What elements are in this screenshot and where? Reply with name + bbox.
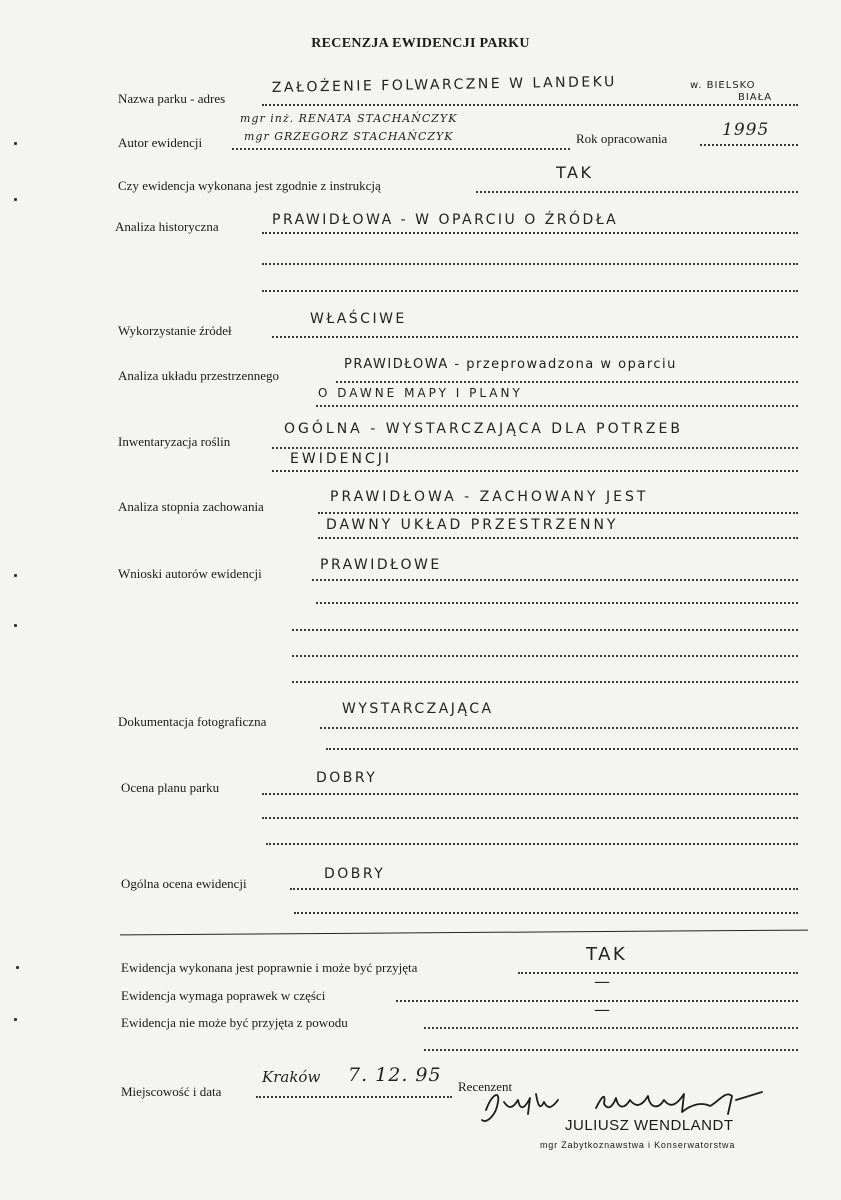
plan-value: DOBRY [316, 770, 378, 786]
reviewer-stamp-name: JULIUSZ WENDLANDT [565, 1117, 734, 1134]
plants-value-line2: EWIDENCJI [290, 451, 392, 467]
photos-value: WYSTARCZAJĄCA [342, 701, 494, 717]
page-title: RECENZJA EWIDENCJI PARKU [311, 36, 530, 51]
margin-speck [14, 142, 17, 145]
conclusions-line-4 [292, 655, 798, 657]
needs-fix-label: Ewidencja wymaga poprawek w części [121, 988, 326, 1003]
spatial-value-line1: PRAWIDŁOWA - przeprowadzona w oparciu [344, 357, 677, 372]
rejected-value: — [594, 1000, 613, 1019]
date-value: 7. 12. 95 [348, 1064, 442, 1086]
conclusions-label: Wnioski autorów ewidencji [118, 566, 262, 581]
author-line [232, 148, 570, 150]
needs-fix-value: — [594, 972, 613, 991]
margin-speck [14, 1018, 17, 1021]
photos-label: Dokumentacja fotograficzna [118, 714, 267, 729]
rejected-line-2 [424, 1049, 798, 1051]
accepted-line [518, 972, 798, 974]
place-date-line [256, 1096, 452, 1098]
section-divider [120, 930, 808, 936]
conclusions-line-3 [292, 629, 798, 631]
conclusions-line-2 [316, 602, 798, 604]
park-region-note: w. BIELSKO [690, 80, 756, 91]
spatial-value-line2: O DAWNE MAPY I PLANY [318, 386, 523, 400]
place-value: Kraków [262, 1068, 321, 1086]
plan-line-1 [262, 793, 798, 795]
plants-label: Inwentaryzacja roślin [118, 434, 231, 449]
reviewer-stamp-title: mgr Zabytkoznawstwa i Konserwatorstwa [540, 1140, 736, 1150]
overall-line-2 [294, 912, 798, 914]
plan-line-3 [266, 843, 798, 845]
margin-speck [14, 574, 17, 577]
instruction-line [476, 191, 798, 193]
accepted-label: Ewidencja wykonana jest poprawnie i może być przyjęta [121, 960, 418, 975]
historical-line-2 [262, 263, 798, 265]
conclusions-line-1 [312, 579, 798, 581]
year-value: 1995 [722, 120, 770, 140]
spatial-line-1 [336, 381, 798, 383]
author-value-line1: mgr inż. RENATA STACHAŃCZYK [240, 112, 458, 125]
overall-line-1 [290, 888, 798, 890]
spatial-label: Analiza układu przestrzennego [118, 368, 279, 383]
park-region-note-2: BIAŁA [738, 92, 773, 103]
rejected-line [424, 1027, 798, 1029]
spatial-line-2 [316, 405, 798, 407]
preservation-value-line2: DAWNY UKŁAD PRZESTRZENNY [326, 517, 619, 533]
photos-line-1 [320, 727, 798, 729]
year-label: Rok opracowania [576, 131, 668, 146]
plants-line-1 [272, 447, 798, 449]
instruction-value: TAK [556, 163, 594, 182]
margin-speck [14, 624, 17, 627]
conclusions-value: PRAWIDŁOWE [320, 557, 442, 573]
sources-line [272, 336, 798, 338]
instruction-label: Czy ewidencja wykonana jest zgodnie z instrukcją [118, 178, 381, 193]
preservation-line-1 [318, 512, 798, 514]
margin-speck [16, 966, 19, 969]
year-line [700, 144, 798, 146]
preservation-value-line1: PRAWIDŁOWA - ZACHOWANY JEST [330, 489, 649, 505]
plan-line-2 [262, 817, 798, 819]
reviewer-label: Recenzent [458, 1079, 513, 1094]
accepted-value: TAK [586, 944, 628, 965]
plants-value-line1: OGÓLNA - WYSTARCZAJĄCA DLA POTRZEB [284, 421, 683, 437]
overall-label: Ogólna ocena ewidencji [121, 876, 247, 891]
place-date-label: Miejscowość i data [121, 1084, 222, 1099]
historical-line-3 [262, 290, 798, 292]
park-name-line [262, 104, 798, 106]
historical-value: PRAWIDŁOWA - W OPARCIU O ŹRÓDŁA [272, 212, 619, 228]
plants-line-2 [272, 470, 798, 472]
historical-line-1 [262, 232, 798, 234]
park-name-label: Nazwa parku - adres [118, 91, 226, 106]
margin-speck [14, 198, 17, 201]
conclusions-line-5 [292, 681, 798, 683]
author-value-line2: mgr GRZEGORZ STACHAŃCZYK [244, 130, 454, 143]
plan-label: Ocena planu parku [121, 780, 220, 795]
sources-label: Wykorzystanie źródeł [118, 323, 232, 338]
author-label: Autor ewidencji [118, 135, 203, 150]
rejected-label: Ewidencja nie może być przyjęta z powodu [121, 1015, 348, 1030]
preservation-label: Analiza stopnia zachowania [118, 499, 264, 514]
historical-label: Analiza historyczna [115, 219, 219, 234]
sources-value: WŁAŚCIWE [310, 311, 407, 327]
photos-line-2 [326, 748, 798, 750]
preservation-line-2 [318, 537, 798, 539]
overall-value: DOBRY [324, 866, 386, 882]
park-name-value: ZAŁOŻENIE FOLWARCZNE W LANDEKU [271, 73, 617, 96]
